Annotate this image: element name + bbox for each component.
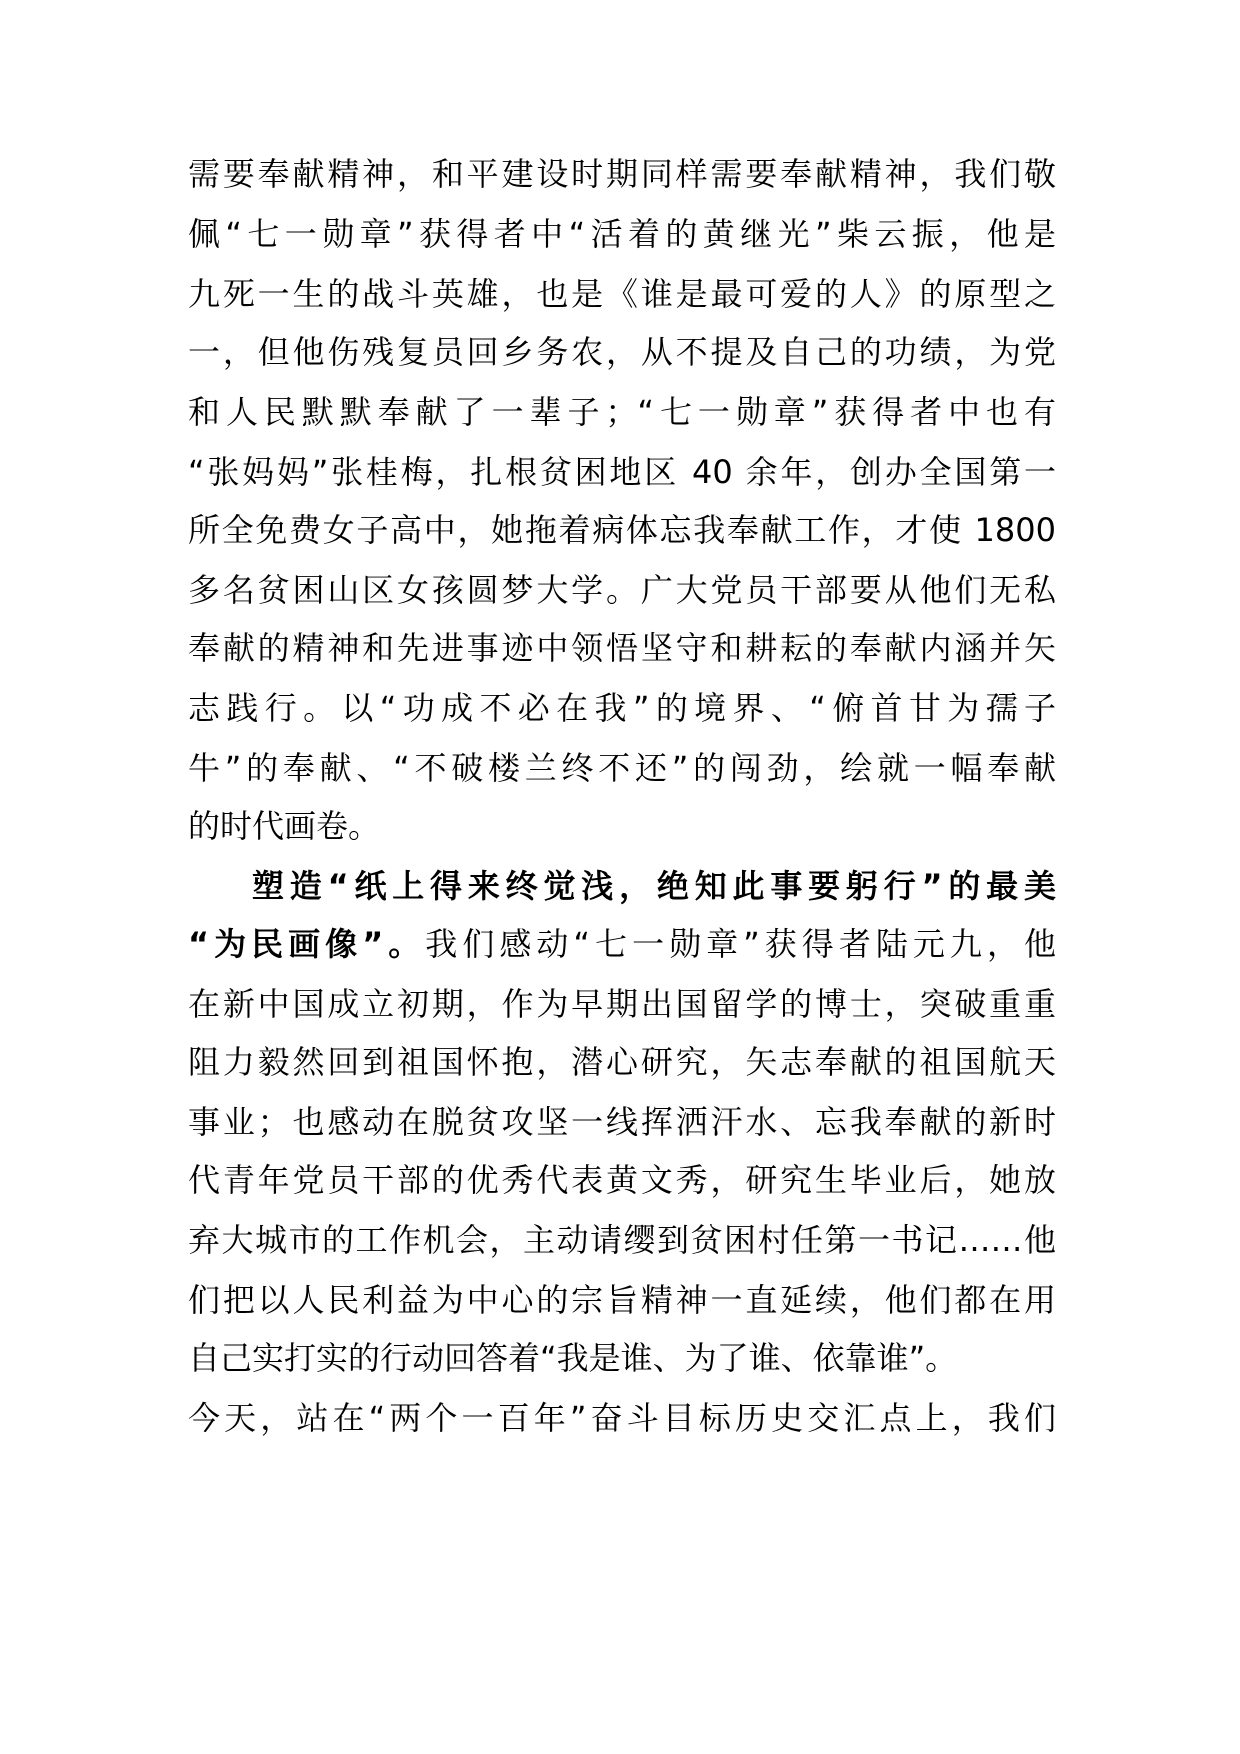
paragraph-line: “张妈妈”张桂梅，扎根贫困地区 40 余年，创办全国第一 xyxy=(188,453,1056,491)
paragraph-line: 自己实打实的行动回答着“我是谁、为了谁、依靠谁”。 xyxy=(188,1339,958,1377)
paragraph-line: 今天，站在“两个一百年”奋斗目标历史交汇点上，我们 xyxy=(188,1399,1056,1437)
paragraph-line: 奉献的精神和先进事迹中领悟坚守和耕耘的奉献内涵并矢 xyxy=(188,629,1056,667)
paragraph-line: 们把以人民利益为中心的宗旨精神一直延续，他们都在用 xyxy=(188,1281,1056,1319)
paragraph-line: 的时代画卷。 xyxy=(188,807,381,845)
paragraph-line: 代青年党员干部的优秀代表黄文秀，研究生毕业后，她放 xyxy=(188,1161,1056,1199)
paragraph-line: 所全免费女子高中，她拖着病体忘我奉献工作，才使 1800 xyxy=(188,511,1056,549)
paragraph-line: 和人民默默奉献了一辈子；“七一勋章”获得者中也有 xyxy=(188,393,1056,431)
paragraph-line: 弃大城市的工作机会，主动请缨到贫困村任第一书记……他 xyxy=(188,1221,1056,1259)
paragraph-line: 事业；也感动在脱贫攻坚一线挥洒汗水、忘我奉献的新时 xyxy=(188,1103,1056,1141)
paragraph-text: 我们感动“七一勋章”获得者陆元九，他 xyxy=(425,925,1056,963)
paragraph-line: 需要奉献精神，和平建设时期同样需要奉献精神，我们敬 xyxy=(188,155,1056,193)
paragraph-line: 在新中国成立初期，作为早期出国留学的博士，突破重重 xyxy=(188,985,1056,1023)
paragraph-line: 一，但他伤残复员回乡务农，从不提及自己的功绩，为党 xyxy=(188,333,1056,371)
section-heading: 塑造“纸上得来终觉浅，绝知此事要躬行”的最美 xyxy=(252,867,1056,905)
paragraph-line: 阻力毅然回到祖国怀抱，潜心研究，矢志奉献的祖国航天 xyxy=(188,1043,1056,1081)
paragraph-line: 志践行。以“功成不必在我”的境界、“俯首甘为孺子 xyxy=(188,689,1056,727)
paragraph-line: 多名贫困山区女孩圆梦大学。广大党员干部要从他们无私 xyxy=(188,571,1056,609)
heading-continuation-line xyxy=(188,922,1056,966)
paragraph-line: 牛”的奉献、“不破楼兰终不还”的闯劲，绘就一幅奉献 xyxy=(188,749,1056,787)
section-heading-tail: “为民画像”。 xyxy=(188,925,426,963)
paragraph-line: 九死一生的战斗英雄，也是《谁是最可爱的人》的原型之 xyxy=(188,275,1056,313)
paragraph-line: 佩“七一勋章”获得者中“活着的黄继光”柴云振，他是 xyxy=(188,215,1056,253)
